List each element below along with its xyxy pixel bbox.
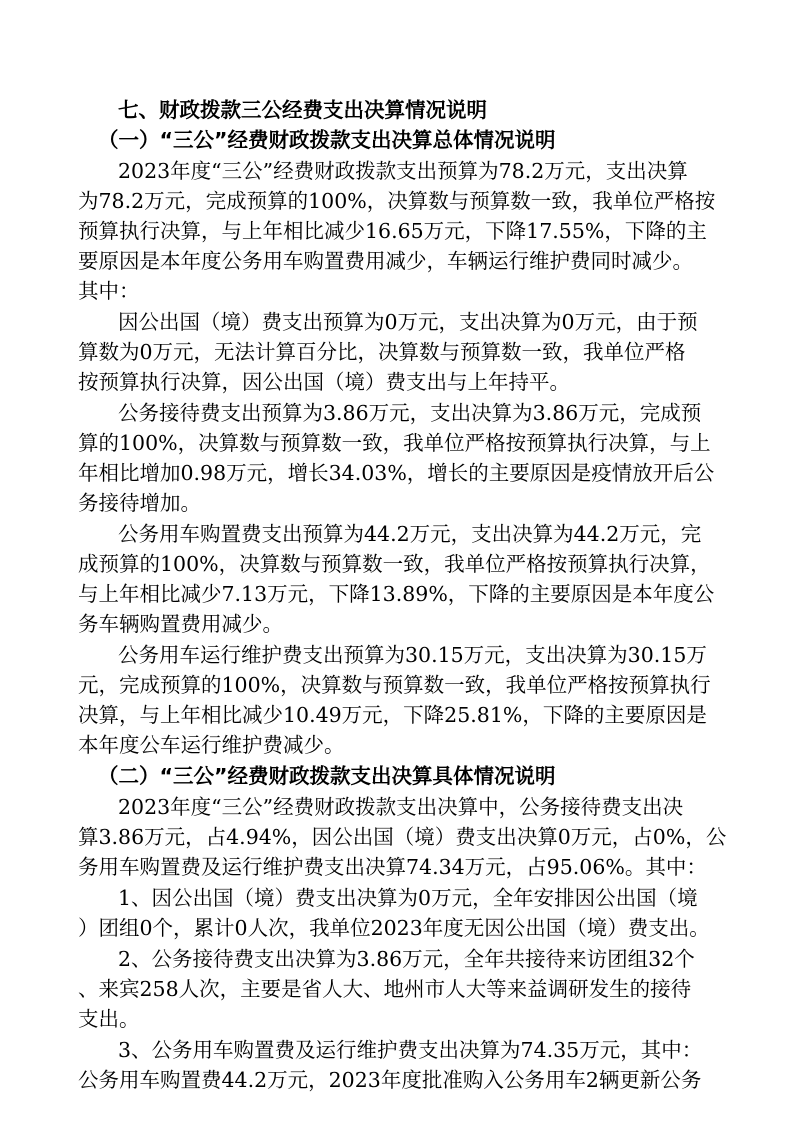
paragraph-line: 2023年度“三公”经费财政拨款支出决算中，公务接待费支出决 <box>118 795 684 819</box>
paragraph-line: 本年度公车运行维护费减少。 <box>78 733 345 757</box>
section-title: 七、财政拨款三公经费支出决算情况说明 <box>118 98 487 122</box>
paragraph-line: 为78.2万元，完成预算的100%，决算数与预算数一致，我单位严格按 <box>78 189 716 213</box>
paragraph-line: 与上年相比减少7.13万元，下降13.89%，下降的主要原因是本年度公 <box>78 582 715 606</box>
paragraph-line: 务用车购置费及运行维护费支出决算74.34万元，占95.06%。其中： <box>78 855 707 879</box>
paragraph-line: 决算，与上年相比减少10.49万元，下降25.81%，下降的主要原因是 <box>78 703 707 727</box>
paragraph-line: 因公出国（境）费支出预算为0万元，支出决算为0万元，由于预 <box>118 310 698 334</box>
paragraph-line: 按预算执行决算，因公出国（境）费支出与上年持平。 <box>78 370 570 394</box>
paragraph-line: 年相比增加0.98万元，增长34.03%，增长的主要原因是疫情放开后公 <box>78 461 715 485</box>
paragraph-line: 成预算的100%，决算数与预算数一致，我单位严格按预算执行决算， <box>78 552 711 576</box>
subsection-title-2: （二）“三公”经费财政拨款支出决算具体情况说明 <box>98 764 556 788</box>
paragraph-line: 预算执行决算，与上年相比减少16.65万元，下降17.55%，下降的主 <box>78 219 707 243</box>
paragraph-line: ）团组0个，累计0人次，我单位2023年度无因公出国（境）费支出。 <box>78 916 710 940</box>
paragraph-line: 公务用车购置费支出预算为44.2万元，支出决算为44.2万元，完 <box>118 522 702 546</box>
subsection-title-1: （一）“三公”经费财政拨款支出决算总体情况说明 <box>98 128 556 152</box>
paragraph-line: 务接待增加。 <box>78 491 201 515</box>
paragraph-line: 1、因公出国（境）费支出决算为0万元，全年安排因公出国（境 <box>118 886 698 910</box>
paragraph-line: 其中： <box>78 279 140 303</box>
paragraph-line: 公务用车运行维护费支出预算为30.15万元，支出决算为30.15万 <box>118 643 707 667</box>
paragraph-line: 算数为0万元，无法计算百分比，决算数与预算数一致，我单位严格 <box>78 340 686 364</box>
paragraph-line: 公务用车购置费44.2万元，2023年度批准购入公务用车2辆更新公务 <box>78 1068 702 1092</box>
paragraph-line: 、来宾258人次，主要是省人大、地州市人大等来益调研发生的接待 <box>78 977 692 1001</box>
paragraph-line: 公务接待费支出预算为3.86万元，支出决算为3.86万元，完成预 <box>118 401 702 425</box>
paragraph-line: 要原因是本年度公务用车购置费用减少，车辆运行维护费同时减少。 <box>78 249 693 273</box>
paragraph-line: 2、公务接待费支出决算为3.86万元，全年共接待来访团组32个 <box>118 947 695 971</box>
paragraph-line: 算的100%，决算数与预算数一致，我单位严格按预算执行决算，与上 <box>78 431 711 455</box>
paragraph-line: 元，完成预算的100%，决算数与预算数一致，我单位严格按预算执行 <box>78 673 711 697</box>
paragraph-line: 支出。 <box>78 1007 140 1031</box>
paragraph-line: 算3.86万元，占4.94%，因公出国（境）费支出决算0万元，占0%，公 <box>78 825 727 849</box>
paragraph-line: 务车辆购置费用减少。 <box>78 612 283 636</box>
paragraph-line: 3、公务用车购置费及运行维护费支出决算为74.35万元，其中： <box>118 1038 703 1062</box>
paragraph-line: 2023年度“三公”经费财政拨款支出预算为78.2万元，支出决算 <box>118 159 688 183</box>
